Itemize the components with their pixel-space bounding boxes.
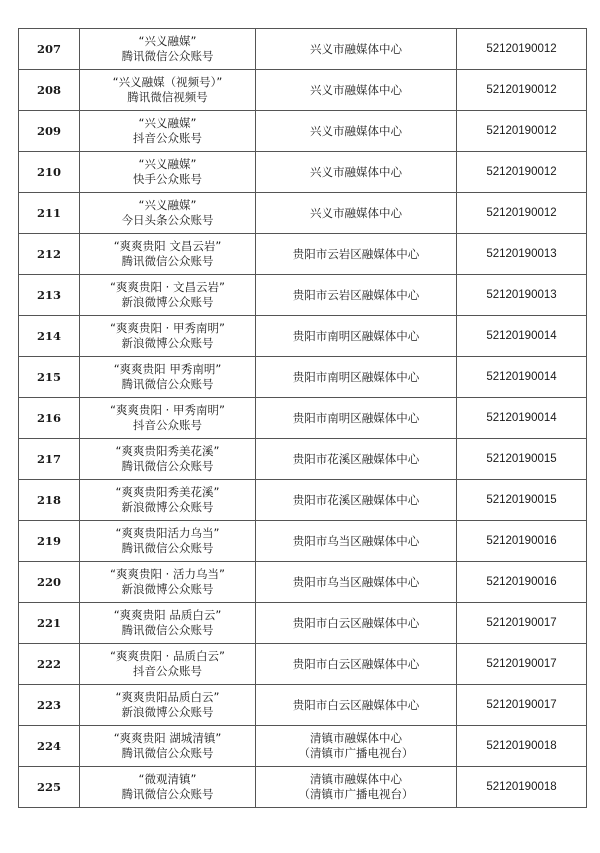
account-name-cell — [80, 357, 256, 398]
account-name: “兴义融媒” — [138, 116, 197, 130]
organization-alias: （清镇市广播电视台） — [298, 787, 414, 801]
organization-name: 贵阳市南明区融媒体中心 — [292, 328, 420, 343]
platform-type: 新浪微博公众账号 — [121, 295, 214, 309]
table-row — [19, 316, 587, 357]
organization-cell — [256, 398, 457, 439]
account-name: “爽爽贵阳秀美花溪” — [115, 444, 220, 458]
table-row — [19, 398, 587, 439]
account-name: “爽爽贵阳秀美花溪” — [115, 485, 220, 499]
account-name: “兴义融媒” — [138, 34, 197, 48]
account-name-cell — [80, 234, 256, 275]
table-body — [19, 29, 587, 808]
platform-type: 腾讯微信公众账号 — [121, 746, 214, 760]
license-code: 52120190018 — [457, 767, 587, 808]
platform-type: 新浪微博公众账号 — [121, 582, 214, 596]
account-name: “爽爽贵阳 · 活力乌当” — [110, 567, 225, 581]
platform-type: 今日头条公众账号 — [121, 213, 214, 227]
account-name: “兴义融媒” — [138, 157, 197, 171]
account-name-cell — [80, 603, 256, 644]
row-number: 221 — [19, 603, 80, 644]
organization-cell — [256, 234, 457, 275]
organization-name: 贵阳市白云区融媒体中心 — [292, 615, 420, 630]
table-row — [19, 767, 587, 808]
account-name: “爽爽贵阳活力乌当” — [115, 526, 220, 540]
row-number: 215 — [19, 357, 80, 398]
license-code: 52120190014 — [457, 398, 587, 439]
row-number: 225 — [19, 767, 80, 808]
organization-name: 清镇市融媒体中心 — [310, 772, 402, 786]
organization-cell — [256, 29, 457, 70]
organization-name: 贵阳市白云区融媒体中心 — [292, 656, 420, 671]
account-name: “爽爽贵阳品质白云” — [115, 690, 220, 704]
row-number: 210 — [19, 152, 80, 193]
platform-type: 抖音公众账号 — [133, 131, 202, 145]
organization-cell — [256, 603, 457, 644]
organization-name: 贵阳市南明区融媒体中心 — [292, 369, 420, 384]
platform-type: 腾讯微信公众账号 — [121, 377, 214, 391]
table-row — [19, 685, 587, 726]
account-name: “兴义融媒（视频号）” — [112, 75, 223, 89]
organization-cell — [256, 644, 457, 685]
organization-name: 贵阳市南明区融媒体中心 — [292, 410, 420, 425]
organization-cell — [256, 152, 457, 193]
account-name: “爽爽贵阳 · 文昌云岩” — [110, 280, 225, 294]
account-name-cell — [80, 685, 256, 726]
license-code: 52120190016 — [457, 562, 587, 603]
row-number: 219 — [19, 521, 80, 562]
organization-name: 贵阳市白云区融媒体中心 — [292, 697, 420, 712]
license-code: 52120190014 — [457, 357, 587, 398]
platform-type: 腾讯微信公众账号 — [121, 49, 214, 63]
account-name-cell — [80, 398, 256, 439]
account-name-cell — [80, 316, 256, 357]
account-name: “爽爽贵阳 · 甲秀南明” — [110, 403, 225, 417]
table-row — [19, 357, 587, 398]
organization-name: 清镇市融媒体中心 — [310, 731, 402, 745]
organization-cell — [256, 275, 457, 316]
account-name: “爽爽贵阳 · 品质白云” — [110, 649, 225, 663]
account-name: “爽爽贵阳 甲秀南明” — [113, 362, 222, 376]
account-name-cell — [80, 29, 256, 70]
license-code: 52120190013 — [457, 234, 587, 275]
platform-type: 腾讯微信视频号 — [127, 90, 208, 104]
account-name-cell — [80, 644, 256, 685]
platform-type: 腾讯微信公众账号 — [121, 623, 214, 637]
platform-type: 新浪微博公众账号 — [121, 500, 214, 514]
organization-name: 贵阳市花溪区融媒体中心 — [292, 492, 420, 507]
license-code: 52120190015 — [457, 439, 587, 480]
table-row — [19, 480, 587, 521]
platform-type: 腾讯微信公众账号 — [121, 787, 214, 801]
account-name: “爽爽贵阳 文昌云岩” — [113, 239, 222, 253]
organization-name: 贵阳市乌当区融媒体中心 — [292, 533, 420, 548]
organization-cell — [256, 685, 457, 726]
organization-cell — [256, 562, 457, 603]
table-row — [19, 439, 587, 480]
organization-cell — [256, 480, 457, 521]
table-row — [19, 29, 587, 70]
organization-name: 贵阳市乌当区融媒体中心 — [292, 574, 420, 589]
table-row — [19, 152, 587, 193]
table-row — [19, 644, 587, 685]
organization-cell — [256, 316, 457, 357]
table-row — [19, 275, 587, 316]
license-code: 52120190015 — [457, 480, 587, 521]
license-code: 52120190014 — [457, 316, 587, 357]
table-row — [19, 562, 587, 603]
account-name-cell — [80, 152, 256, 193]
account-name-cell — [80, 767, 256, 808]
table-row — [19, 234, 587, 275]
row-number: 220 — [19, 562, 80, 603]
table-row — [19, 193, 587, 234]
license-code: 52120190017 — [457, 644, 587, 685]
table-row — [19, 70, 587, 111]
platform-type: 腾讯微信公众账号 — [121, 254, 214, 268]
account-name: “爽爽贵阳 品质白云” — [113, 608, 222, 622]
account-name-cell — [80, 480, 256, 521]
organization-name: 兴义市融媒体中心 — [310, 164, 402, 179]
organization-name: 兴义市融媒体中心 — [310, 82, 402, 97]
account-name: “爽爽贵阳 湖城清镇” — [113, 731, 222, 745]
platform-type: 腾讯微信公众账号 — [121, 459, 214, 473]
row-number: 207 — [19, 29, 80, 70]
row-number: 222 — [19, 644, 80, 685]
platform-type: 新浪微博公众账号 — [121, 336, 214, 350]
account-name-cell — [80, 521, 256, 562]
table-row — [19, 603, 587, 644]
license-code: 52120190017 — [457, 603, 587, 644]
organization-name: 兴义市融媒体中心 — [310, 41, 402, 56]
organization-alias: （清镇市广播电视台） — [298, 746, 414, 760]
organization-name: 贵阳市云岩区融媒体中心 — [292, 287, 420, 302]
account-name-cell — [80, 111, 256, 152]
license-code: 52120190018 — [457, 726, 587, 767]
row-number: 223 — [19, 685, 80, 726]
table-row — [19, 111, 587, 152]
license-code: 52120190012 — [457, 70, 587, 111]
account-name-cell — [80, 562, 256, 603]
table-row — [19, 726, 587, 767]
account-name: “兴义融媒” — [138, 198, 197, 212]
license-code: 52120190012 — [457, 111, 587, 152]
organization-name: 兴义市融媒体中心 — [310, 205, 402, 220]
row-number: 224 — [19, 726, 80, 767]
account-name-cell — [80, 193, 256, 234]
organization-cell — [256, 111, 457, 152]
organization-cell — [256, 439, 457, 480]
platform-type: 快手公众账号 — [133, 172, 202, 186]
account-name-cell — [80, 70, 256, 111]
license-code: 52120190013 — [457, 275, 587, 316]
row-number: 218 — [19, 480, 80, 521]
license-code: 52120190016 — [457, 521, 587, 562]
organization-cell — [256, 193, 457, 234]
organization-cell — [256, 357, 457, 398]
account-name-cell — [80, 726, 256, 767]
license-code: 52120190012 — [457, 193, 587, 234]
license-code: 52120190012 — [457, 152, 587, 193]
row-number: 211 — [19, 193, 80, 234]
platform-type: 腾讯微信公众账号 — [121, 541, 214, 555]
organization-cell — [256, 767, 457, 808]
row-number: 212 — [19, 234, 80, 275]
account-name: “爽爽贵阳 · 甲秀南明” — [110, 321, 225, 335]
platform-type: 抖音公众账号 — [133, 418, 202, 432]
organization-name: 贵阳市花溪区融媒体中心 — [292, 451, 420, 466]
row-number: 209 — [19, 111, 80, 152]
row-number: 214 — [19, 316, 80, 357]
platform-type: 抖音公众账号 — [133, 664, 202, 678]
row-number: 208 — [19, 70, 80, 111]
organization-cell — [256, 70, 457, 111]
license-code: 52120190012 — [457, 29, 587, 70]
account-name: “微观清镇” — [138, 772, 197, 786]
license-code: 52120190017 — [457, 685, 587, 726]
organization-name: 兴义市融媒体中心 — [310, 123, 402, 138]
organization-cell — [256, 726, 457, 767]
platform-type: 新浪微博公众账号 — [121, 705, 214, 719]
row-number: 216 — [19, 398, 80, 439]
account-name-cell — [80, 439, 256, 480]
organization-name: 贵阳市云岩区融媒体中心 — [292, 246, 420, 261]
registry-table — [18, 28, 587, 808]
row-number: 213 — [19, 275, 80, 316]
row-number: 217 — [19, 439, 80, 480]
account-name-cell — [80, 275, 256, 316]
table-row — [19, 521, 587, 562]
organization-cell — [256, 521, 457, 562]
